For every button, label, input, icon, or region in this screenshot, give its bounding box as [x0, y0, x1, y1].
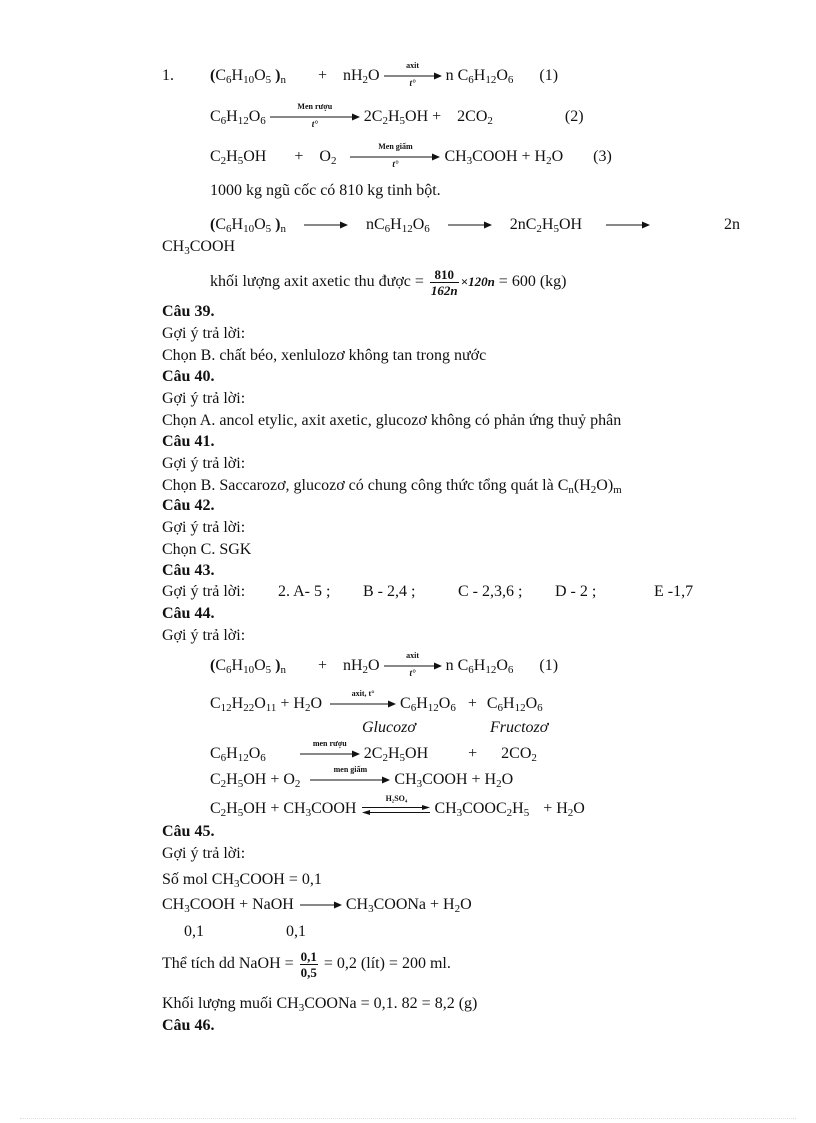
- reaction-oxidation: $C_2H_5OH + O_2$ men giấm $CH_3COOH + H_2O$: [210, 765, 514, 790]
- acetic-acid-mass: khối lượng axit axetic thu được = $\frac{810}{162n}$ ×120n = 600 (kg): [210, 266, 567, 298]
- question-title: Câu 42.: [162, 497, 215, 514]
- reaction-arrow: Men giấm t°: [350, 148, 440, 166]
- hint-label: Gợi ý trả lời:: [162, 627, 246, 644]
- page-bottom-rule: [20, 1118, 796, 1119]
- equation-tag: (2): [564, 108, 584, 125]
- hint-label: Gợi ý trả lời:: [162, 583, 246, 600]
- label-fructose: Fructozơ: [490, 719, 549, 736]
- question-title: Câu 41.: [162, 433, 215, 450]
- amount-acid: 0,1: [184, 923, 204, 940]
- answer-a: 2. A- 5 ;: [278, 583, 331, 600]
- equation-tag: (1): [539, 657, 559, 674]
- answer-text: Chọn A. ancol etylic, axit axetic, glucozơ không có phản ứng thuỷ phân: [162, 412, 622, 429]
- salt-mass: Khối lượng muối $CH_3COONa = 0,1$. 82 = 8,2 (g): [162, 995, 478, 1014]
- reaction-hydrolysis-starch: ($C_6H_{10}O_5$ )$_n + nH_2O$ axit t° n $C_6H_{12}O_6$ (1): [210, 651, 559, 678]
- naoh-volume: Thể tích dd NaOH = $\frac{0,1}{0,5}$ = 0,2 (lít) = 200 ml.: [162, 948, 451, 980]
- conversion-chain-tail: $CH_3COOH$: [162, 238, 236, 257]
- question-title: Câu 43.: [162, 562, 215, 579]
- hint-label: Gợi ý trả lời:: [162, 519, 246, 536]
- grain-statement: 1000 kg ngũ cốc có 810 kg tinh bột.: [210, 182, 441, 199]
- reaction-arrow: [304, 216, 348, 234]
- reaction-arrow: axit t°: [384, 657, 442, 675]
- hint-label: Gợi ý trả lời:: [162, 390, 246, 407]
- reaction-oxidation: $C_2H_5OH + O_2$ Men giấm t° $CH_3COOH + H_2O$ (3): [210, 142, 612, 169]
- question-title: Câu 46.: [162, 1017, 215, 1034]
- reaction-arrow: Men rượu t°: [270, 108, 360, 126]
- reaction-arrow: [300, 896, 342, 914]
- question-title: Câu 40.: [162, 368, 215, 385]
- reaction-arrow: axit, t°: [330, 695, 396, 713]
- fraction: $\frac{0,1}{0,5}$: [300, 948, 317, 980]
- question-title: Câu 39.: [162, 303, 215, 320]
- hint-label: Gợi ý trả lời:: [162, 325, 246, 342]
- conversion-chain: ($C_6H_{10}O_5$ )$_n$ $nC_6H_{12}O_6$ $2nC_2H_5OH$ 2n: [210, 216, 740, 235]
- reaction-esterification: $C_2H_5OH$ + $CH_3COOH$ H₂SO₄ $CH_3COOC_2H_5 + H_2O$: [210, 794, 585, 819]
- answer-e: E -1,7: [654, 583, 694, 600]
- reaction-arrow: axit t°: [384, 67, 442, 85]
- fraction: $\frac{810}{162n}$: [430, 266, 458, 298]
- answer-c: C - 2,3,6 ;: [458, 583, 523, 600]
- reaction-arrow: [448, 216, 492, 234]
- reaction-fermentation: $C_6H_{12}O_6$ men rượu $2C_2H_5OH + 2CO_2$: [210, 739, 537, 764]
- answer-text: Chọn B. Saccarozơ, glucozơ có chung công thức tổng quát là $C_n(H_2O)_m$: [162, 477, 622, 496]
- answer-b: B - 2,4 ;: [363, 583, 416, 600]
- reaction-fermentation: $C_6H_{12}O_6$ Men rượu t° $2C_2H_5OH + 2CO_2$ (2): [210, 102, 584, 129]
- answer-text: Chọn C. SGK: [162, 541, 252, 558]
- reversible-arrow: H₂SO₄: [362, 800, 430, 818]
- hint-label: Gợi ý trả lời:: [162, 455, 246, 472]
- reaction-arrow: men rượu: [300, 745, 360, 763]
- question-title: Câu 45.: [162, 823, 215, 840]
- question-title: Câu 44.: [162, 605, 215, 622]
- reaction-arrow: men giấm: [310, 771, 390, 789]
- moles-acetic-acid: Số mol $CH_3COOH = 0,1$: [162, 871, 322, 890]
- reaction-hydrolysis-starch: ($C_6H_{10}O_5$ )$_n + nH_2O$ axit t° n $C_6H_{12}O_6$ (1): [210, 61, 559, 88]
- label-glucose: Glucozơ: [362, 719, 416, 736]
- amount-naoh: 0,1: [286, 923, 306, 940]
- reaction-arrow: [606, 216, 650, 234]
- answer-d: D - 2 ;: [555, 583, 597, 600]
- item-number: 1.: [162, 67, 174, 84]
- answer-text: Chọn B. chất béo, xenlulozơ không tan trong nước: [162, 347, 487, 364]
- equation-tag: (3): [593, 148, 612, 165]
- hint-label: Gợi ý trả lời:: [162, 845, 246, 862]
- equation-tag: (1): [539, 67, 559, 84]
- reaction-hydrolysis-sucrose: $C_{12}H_{22}O_{11} + H_2O$ axit, t° $C_6H_{12}O_6 + C_6H_{12}O_6$: [210, 689, 543, 714]
- reaction-neutralization: $CH_3COOH$ + NaOH $CH_3COONa + H_2O$: [162, 896, 472, 915]
